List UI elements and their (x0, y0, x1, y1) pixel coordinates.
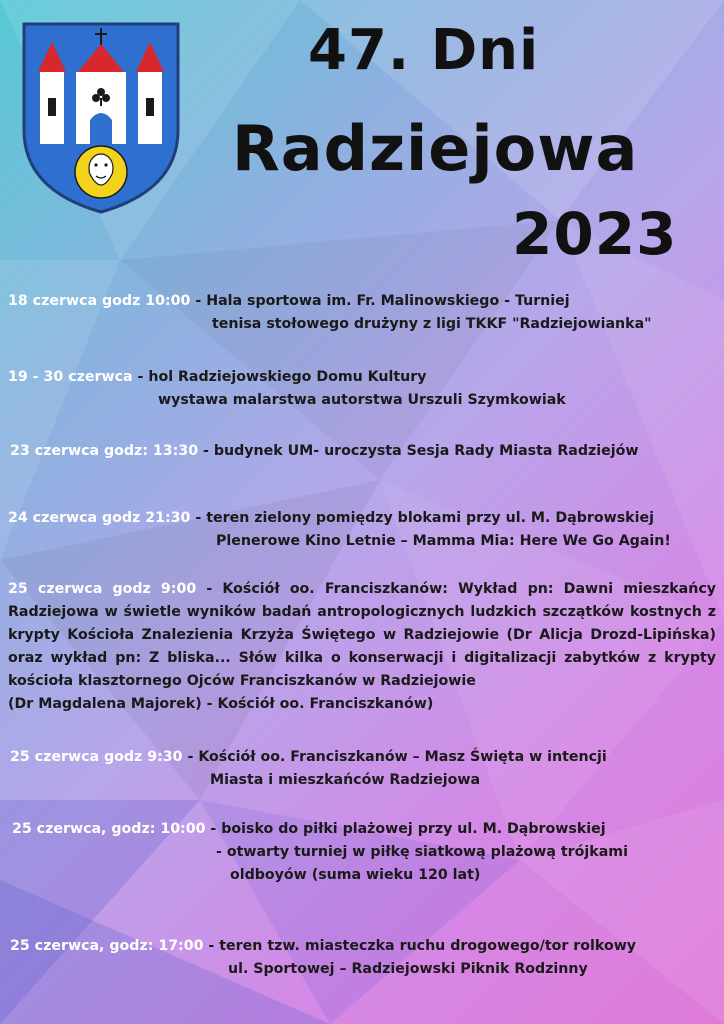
title-line-1: 47. Dni (308, 18, 540, 83)
title-line-2: Radziejowa (232, 112, 639, 185)
event-text-continued: Plenerowe Kino Letnie – Mamma Mia: Here We Go Again! (216, 533, 671, 549)
event-text: - teren tzw. miasteczka ruchu drogowego/tor rolkowy (203, 938, 637, 954)
event-item (8, 366, 716, 412)
event-date: 25 czerwca godz 9:00 (8, 581, 197, 597)
event-item (12, 818, 720, 887)
event-text: - teren zielony pomiędzy blokami przy ul. M. Dąbrowskiej (190, 510, 654, 526)
event-item (10, 440, 718, 463)
event-item (8, 507, 716, 553)
event-date: 24 czerwca godz 21:30 (8, 510, 191, 526)
event-date: 25 czerwca, godz: 10:00 (12, 821, 206, 837)
event-item (8, 290, 716, 336)
event-text: - hol Radziejowskiego Domu Kultury (132, 369, 427, 385)
event-text-continued: tenisa stołowego drużyny z ligi TKKF "Radziejowianka" (212, 316, 652, 332)
event-text-continued: (Dr Magdalena Majorek) - Kościół oo. Franciszkanów) (8, 696, 434, 712)
event-text-continued: oldboyów (suma wieku 120 lat) (230, 867, 481, 883)
title-year: 2023 (512, 200, 678, 268)
event-item (10, 935, 718, 981)
event-text-continued: wystawa malarstwa autorstwa Urszuli Szymkowiak (158, 392, 566, 408)
event-text: - boisko do piłki plażowej przy ul. M. Dąbrowskiej (205, 821, 606, 837)
event-date: 25 czerwca, godz: 17:00 (10, 938, 204, 954)
event-date: 19 - 30 czerwca (8, 369, 133, 385)
event-text-continued: - otwarty turniej w piłkę siatkową plażową trójkami (216, 844, 628, 860)
event-text-continued: Miasta i mieszkańców Radziejowa (210, 772, 481, 788)
event-text: - Kościół oo. Franciszkanów – Masz Święta w intencji (182, 749, 607, 765)
coat-of-arms-icon (20, 20, 182, 216)
event-text: - budynek UM- uroczysta Sesja Rady Miasta Radziejów (198, 443, 639, 459)
event-text-continued: ul. Sportowej – Radziejowski Piknik Rodzinny (228, 961, 588, 977)
event-date: 23 czerwca godz: 13:30 (10, 443, 199, 459)
event-date: 25 czerwca godz 9:30 (10, 749, 183, 765)
event-text: - Hala sportowa im. Fr. Malinowskiego - Turniej (190, 293, 570, 309)
event-item (10, 746, 718, 792)
event-date: 18 czerwca godz 10:00 (8, 293, 191, 309)
event-text: - Kościół oo. Franciszkanów: Wykład pn: Dawni mieszkańcy Radziejowa w świetle wyników badań antropologicznych ludzkich szczątków kostnych z krypty Kościoła Znalezienia Krzyża Świętego w Radziejowie (Dr Alicja Drozd-Lipińska) oraz wykład pn: Z bliska... Słów kilka o konserwacji i digitalizacji zabytków z krypty kościoła klasztornego Ojców Franciszkanów w Radziejowie (8, 581, 716, 689)
event-item (8, 578, 716, 716)
